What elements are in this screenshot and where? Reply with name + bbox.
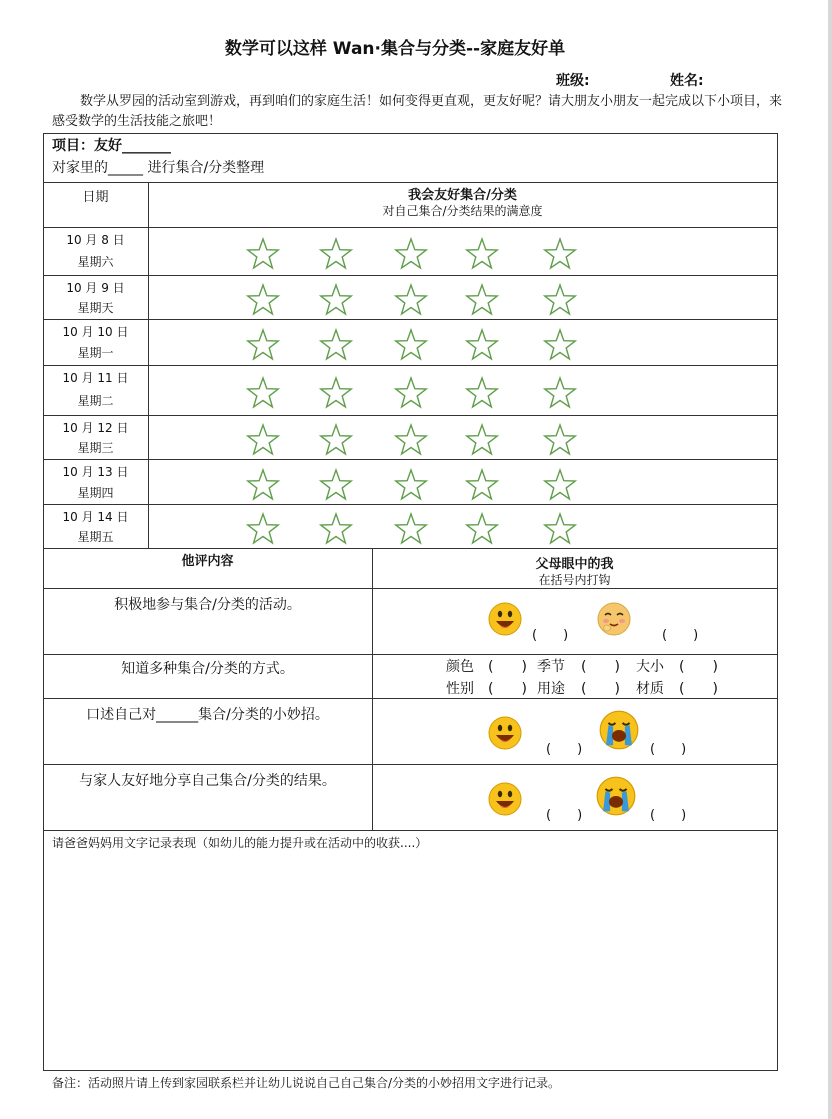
star-rating-icon[interactable] (543, 376, 577, 410)
rating-row-line (43, 365, 778, 366)
rating-date: 10 月 14 日 (62, 510, 129, 524)
way-label: 大小 (636, 659, 664, 675)
star-rating-icon[interactable] (543, 237, 577, 271)
rating-header-main: 我会友好集合/分类 (408, 188, 517, 203)
eval-row1-top (43, 588, 778, 589)
paren-checkbox[interactable]: ( ) (488, 681, 527, 697)
date-header: 日期 (82, 190, 109, 205)
evaluation-right-header-main: 父母眼中的我 (535, 557, 614, 572)
star-rating-icon[interactable] (319, 328, 353, 362)
star-rating-icon[interactable] (465, 468, 499, 502)
rating-date: 10 月 12 日 (62, 421, 129, 435)
parent-record-prompt: 请爸爸妈妈用文字记录表现（如幼儿的能力提升或在活动中的收获....） (52, 836, 428, 850)
star-rating-icon[interactable] (465, 237, 499, 271)
rating-date: 10 月 11 日 (62, 371, 129, 385)
star-rating-icon[interactable] (246, 423, 280, 457)
parent-record-area[interactable] (52, 856, 772, 1064)
smiling-face-icon[interactable] (488, 716, 522, 750)
class-label: 班级: (556, 73, 590, 89)
rating-date: 10 月 9 日 (66, 281, 125, 295)
crying-face-icon[interactable] (599, 710, 639, 750)
shy-face-icon[interactable] (597, 602, 631, 636)
intro-paragraph: 数学从罗园的活动室到游戏，再到咱们的家庭生活！如何变得更直观，更友好呢？请大朋友小朋友一起完成以下小项目，来感受数学的生活技能之旅吧！ (52, 94, 783, 129)
star-rating-icon[interactable] (543, 512, 577, 546)
eval-row4-bottom (43, 830, 778, 831)
paren-checkbox[interactable]: ( ) (679, 659, 718, 675)
star-rating-icon[interactable] (543, 283, 577, 317)
rating-weekday: 星期四 (77, 485, 114, 500)
star-rating-icon[interactable] (465, 376, 499, 410)
star-rating-icon[interactable] (394, 376, 428, 410)
rating-row-line (43, 415, 778, 416)
paren-checkbox[interactable]: ( ) (546, 742, 583, 757)
star-rating-icon[interactable] (246, 237, 280, 271)
star-rating-icon[interactable] (394, 468, 428, 502)
star-rating-icon[interactable] (246, 328, 280, 362)
way-label: 颜色 (446, 659, 474, 675)
name-label: 姓名: (670, 73, 704, 89)
star-rating-icon[interactable] (319, 376, 353, 410)
star-rating-icon[interactable] (465, 512, 499, 546)
rating-date: 10 月 13 日 (62, 465, 129, 479)
table-border-right (777, 133, 778, 1071)
rating-header-sub: 对自己集合/分类结果的满意度 (382, 204, 543, 218)
star-rating-icon[interactable] (465, 328, 499, 362)
paren-checkbox[interactable]: ( ) (662, 628, 699, 643)
project-label: 项目：友好_______ (52, 138, 171, 154)
paren-checkbox[interactable]: ( ) (546, 808, 583, 823)
rating-row-line (43, 319, 778, 320)
star-rating-icon[interactable] (394, 237, 428, 271)
way-label: 用途 (537, 681, 565, 697)
star-rating-icon[interactable] (465, 423, 499, 457)
evaluation-right-header-sub: 在括号内打钩 (538, 573, 611, 587)
crying-face-icon[interactable] (596, 776, 636, 816)
eval-item-sharing: 与家人友好地分享自己集合/分类的结果。 (79, 773, 336, 789)
star-rating-icon[interactable] (319, 237, 353, 271)
star-rating-icon[interactable] (465, 283, 499, 317)
paren-checkbox[interactable]: ( ) (581, 659, 620, 675)
rating-row-line (43, 459, 778, 460)
paren-checkbox[interactable]: ( ) (488, 659, 527, 675)
star-rating-icon[interactable] (543, 328, 577, 362)
eval-row4-top (43, 764, 778, 765)
rating-row-line (43, 227, 778, 228)
rating-row-line (43, 275, 778, 276)
star-rating-icon[interactable] (319, 423, 353, 457)
star-rating-icon[interactable] (394, 423, 428, 457)
eval-item-tips: 口述自己对______集合/分类的小妙招。 (86, 707, 329, 723)
evaluation-left-header: 他评内容 (181, 554, 234, 569)
star-rating-icon[interactable] (394, 512, 428, 546)
project-task: 对家里的_____ 进行集合/分类整理 (52, 160, 265, 176)
star-rating-icon[interactable] (246, 512, 280, 546)
rating-weekday: 星期五 (77, 530, 114, 544)
rating-weekday: 星期二 (77, 394, 114, 408)
eval-item-participation: 积极地参与集合/分类的活动。 (114, 597, 301, 613)
eval-row3-top (43, 698, 778, 699)
table-border-bottom (43, 1070, 778, 1071)
paren-checkbox[interactable]: ( ) (650, 808, 687, 823)
rating-date: 10 月 10 日 (62, 325, 129, 339)
rating-weekday: 星期天 (77, 301, 114, 315)
evaluation-divider (372, 548, 373, 830)
star-rating-icon[interactable] (319, 468, 353, 502)
table-border-top (43, 133, 778, 134)
star-rating-icon[interactable] (543, 423, 577, 457)
way-label: 季节 (537, 659, 565, 675)
star-rating-icon[interactable] (543, 468, 577, 502)
worksheet-title: 数学可以这样 Wan·集合与分类--家庭友好单 (224, 39, 566, 59)
star-rating-icon[interactable] (246, 376, 280, 410)
footnote: 备注：活动照片请上传到家园联系栏并让幼儿说说自己自己集合/分类的小妙招用文字进行记录。 (52, 1076, 561, 1090)
star-rating-icon[interactable] (394, 328, 428, 362)
star-rating-icon[interactable] (319, 512, 353, 546)
star-rating-icon[interactable] (246, 283, 280, 317)
way-label: 性别 (446, 681, 474, 697)
evaluation-top-line (43, 548, 778, 549)
rating-date: 10 月 8 日 (66, 233, 125, 247)
rating-weekday: 星期六 (77, 255, 114, 269)
star-rating-icon[interactable] (319, 283, 353, 317)
way-label: 材质 (636, 681, 664, 697)
rating-header-top-line (43, 182, 778, 183)
eval-row2-top (43, 654, 778, 655)
page-edge-shadow (828, 0, 832, 1119)
star-rating-icon[interactable] (394, 283, 428, 317)
paren-checkbox[interactable]: ( ) (650, 742, 687, 757)
rating-weekday: 星期一 (77, 346, 114, 360)
rating-row-line (43, 504, 778, 505)
paren-checkbox[interactable]: ( ) (581, 681, 620, 697)
star-rating-icon[interactable] (246, 468, 280, 502)
rating-weekday: 星期三 (77, 441, 114, 455)
smiling-face-icon[interactable] (488, 602, 522, 636)
paren-checkbox[interactable]: ( ) (679, 681, 718, 697)
paren-checkbox[interactable]: ( ) (532, 628, 569, 643)
smiling-face-icon[interactable] (488, 782, 522, 816)
eval-item-methods: 知道多种集合/分类的方式。 (121, 661, 294, 677)
